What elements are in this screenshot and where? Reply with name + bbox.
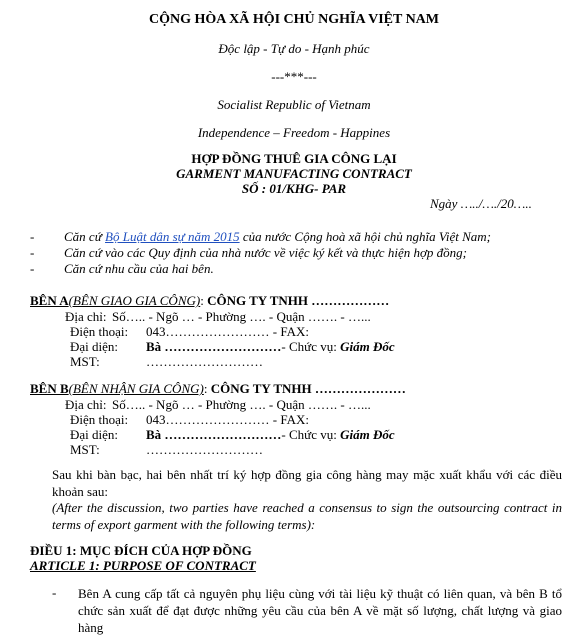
party-a-role: (BÊN GIAO GIA CÔNG) [68,293,201,308]
bullet-dash: - [52,585,57,600]
party-b-position-value: Giám Đốc [340,427,395,442]
party-b-header [30,381,406,397]
party-b-rep-label: Đại diện: [70,427,119,442]
article-1-item: Bên A cung cấp tất cả nguyên phụ liệu cùng với tài liệu kỹ thuật có liên quan, và bên B tổ chức sản xuất để đạt được những yêu cầu của bên A về mặt số lượng, chất lượng và giao hàng [78,586,562,635]
article-1-heading-vn: ĐIỀU 1: MỤC ĐÍCH CỦA HỢP ĐỒNG [30,543,252,558]
agreement-text-vn: Sau khi bàn bạc, hai bên nhất trí ký hợp đồng gia công hàng may mặc xuất khẩu với các điều khoản sau: [52,467,562,499]
party-a-address-value: Số….. - Ngõ … - Phường …. - Quận ……. - …... [112,309,371,324]
party-a-company: CÔNG TY TNHH ……………… [207,293,390,308]
party-a-address-label: Địa chỉ: [65,309,107,324]
party-b-company: CÔNG TY TNHH ………………… [210,381,406,396]
party-a-colon: : [200,293,204,308]
separator: ---***--- [271,69,317,84]
bullet-dash: - [30,229,35,244]
party-a-header [30,293,389,309]
basis-text: Căn cứ nhu cầu của hai bên. [64,261,214,276]
nation-title-en: Socialist Republic of Vietnam [217,97,371,112]
party-b-tax-value: ……………………… [146,442,263,457]
party-b-address-label: Địa chỉ: [65,397,107,412]
contract-number: SỐ : 01/KHG- PAR [241,181,347,196]
party-a-rep-label: Đại diện: [70,339,119,354]
agreement-text-en: (After the discussion, two parties have reached a consensus to sign the outsourcing contract in terms of export garment with the following terms): [52,500,562,532]
party-b-address-value: Số….. - Ngõ … - Phường …. - Quận ……. - …... [112,397,371,412]
civil-code-link[interactable]: Bộ Luật dân sự năm 2015 [105,229,240,244]
contract-title-vn: HỢP ĐỒNG THUÊ GIA CÔNG LẠI [191,151,397,166]
article-1-heading-en: ARTICLE 1: PURPOSE OF CONTRACT [30,558,256,573]
party-a-rep-value: Bà ……………………… [146,339,282,354]
party-a-tax-value: ……………………… [146,354,263,369]
bullet-dash: - [30,245,35,260]
party-b-phone-value: 043…………………… - FAX: [146,412,309,427]
party-b-label: BÊN B [30,381,69,396]
party-a-phone-value: 043…………………… - FAX: [146,324,309,339]
party-b-colon: : [203,381,208,396]
party-b-role: (BÊN NHẬN GIA CÔNG) [68,381,204,396]
basis-suffix: của nước Cộng hoà xã hội chủ nghĩa Việt Nam; [239,229,491,244]
motto-en: Independence – Freedom - Happines [197,125,391,140]
party-a-position-value: Giám Đốc [340,339,395,354]
bullet-dash: - [30,261,35,276]
contract-date: Ngày …../…./20….. [430,196,532,211]
party-b-rep-value: Bà ……………………… [146,427,282,442]
party-a-label: BÊN A [30,293,69,308]
party-a-position-prefix: - Chức vụ: [281,339,341,354]
basis-text: Căn cứ vào các Quy định của nhà nước về việc ký kết và thực hiện hợp đồng; [64,245,467,260]
party-a-phone-label: Điện thoại: [70,324,129,339]
contract-title-en: GARMENT MANUFACTING CONTRACT [176,166,412,181]
party-a-rep [146,339,395,355]
basis-prefix: Căn cứ [64,229,106,244]
party-a-tax-label: MST: [70,354,100,369]
motto-vn: Độc lập - Tự do - Hạnh phúc [218,41,370,56]
party-b-tax-label: MST: [70,442,100,457]
party-b-rep [146,427,395,443]
nation-title-vn: CỘNG HÒA XÃ HỘI CHỦ NGHĨA VIỆT NAM [148,12,439,27]
party-b-phone-label: Điện thoại: [70,412,129,427]
party-b-position-prefix: - Chức vụ: [281,427,341,442]
